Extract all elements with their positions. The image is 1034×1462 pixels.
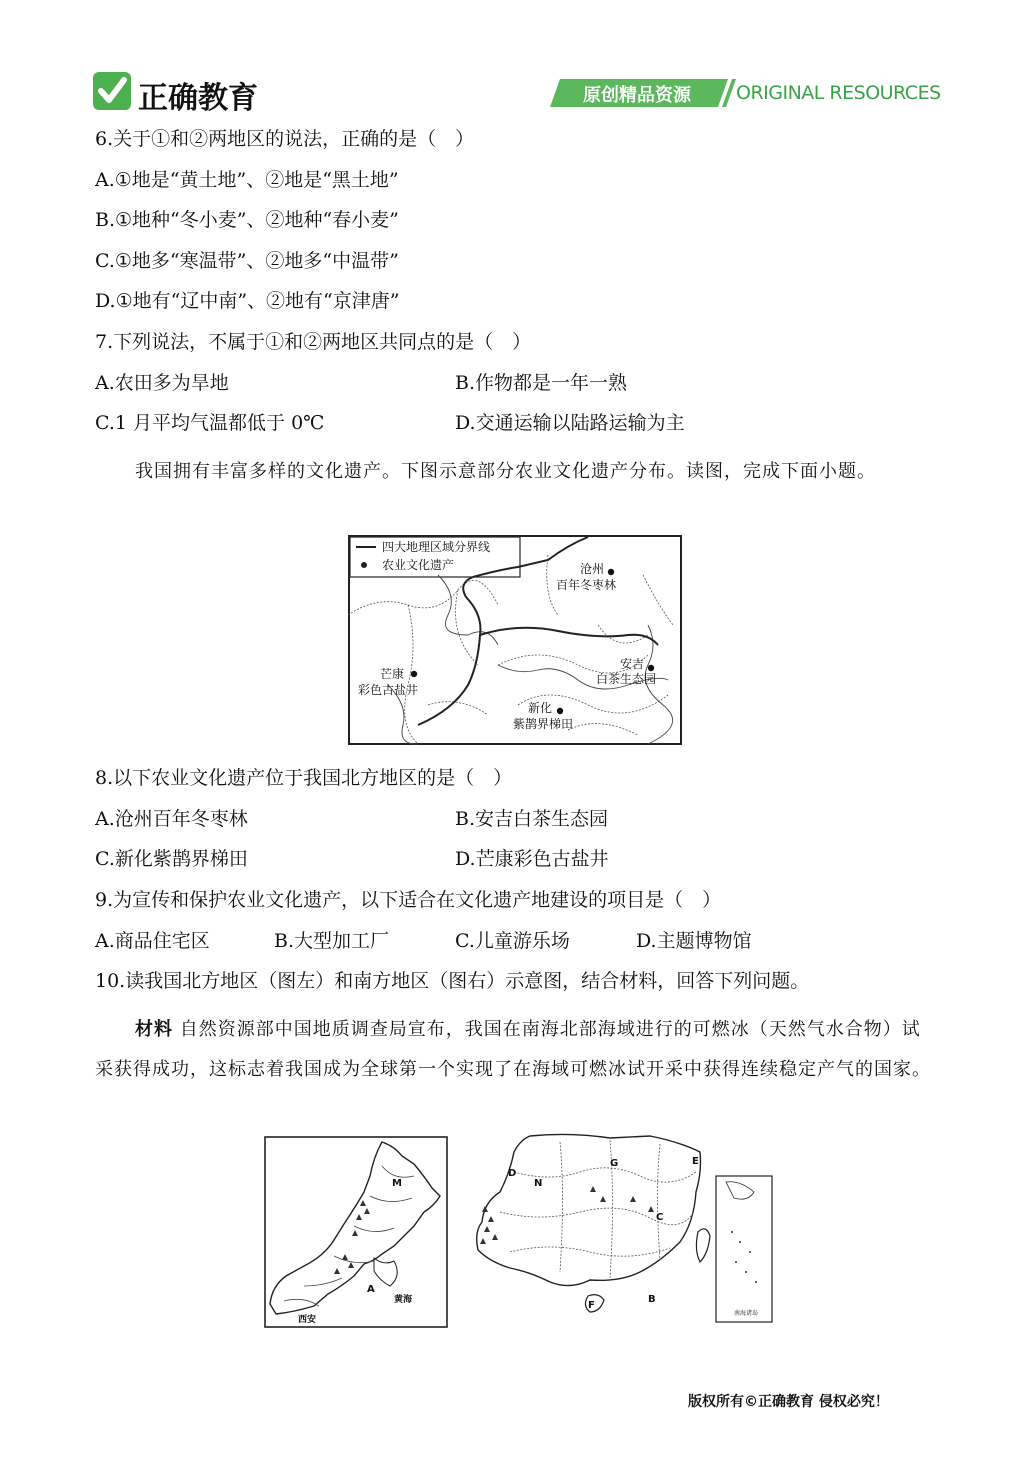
north-label-sea: 黄海 xyxy=(394,1295,413,1305)
north-label-city: 西安 xyxy=(298,1315,317,1325)
intro-paragraph: 我国拥有丰富多样的文化遗产。下图示意部分农业文化遗产分布。读图，完成下面小题。 xyxy=(135,461,876,482)
south-label-c: C xyxy=(656,1212,664,1223)
q9-option-c: C.儿童游乐场 xyxy=(455,930,570,952)
site-label: 紫鹊界梯田 xyxy=(513,717,574,731)
check-logo-icon xyxy=(93,72,131,110)
south-label-d: D xyxy=(508,1168,517,1179)
q9-stem: 9.为宣传和保护农业文化遗产，以下适合在文化遗产地建设的项目是（ ） xyxy=(95,889,722,911)
q8-option-b: B.安吉白茶生态园 xyxy=(455,808,609,830)
north-label-a: A xyxy=(367,1284,375,1295)
q9-option-d: D.主题博物馆 xyxy=(636,930,752,952)
banner-cn: 原创精品资源 xyxy=(583,85,691,106)
site-label: 新化 xyxy=(528,701,553,715)
q7-stem: 7.下列说法，不属于①和②两地区共同点的是（ ） xyxy=(95,331,532,353)
q9-option-a: A.商品住宅区 xyxy=(95,930,210,952)
q6-stem: 6.关于①和②两地区的说法，正确的是（ ） xyxy=(95,128,475,150)
heritage-map xyxy=(348,535,682,745)
material-label: 材料 xyxy=(135,1019,173,1040)
q7-option-c: C.1 月平均气温都低于 0℃ xyxy=(95,412,325,434)
q8-option-c: C.新化紫鹊界梯田 xyxy=(95,848,248,870)
q6-option-a: A.①地是“黄土地”、②地是“黑土地” xyxy=(95,169,399,191)
legend-line-label: 四大地理区域分界线 xyxy=(382,540,491,554)
south-label-b: B xyxy=(648,1294,656,1305)
north-label-m: M xyxy=(392,1178,402,1189)
south-label-f: F xyxy=(588,1300,595,1311)
north-map xyxy=(264,1136,448,1328)
q8-option-d: D.芒康彩色古盐井 xyxy=(455,848,609,870)
legend-dot-label: 农业文化遗产 xyxy=(382,558,455,572)
site-label: 沧州 xyxy=(580,562,605,576)
logo-text: 正确教育 xyxy=(138,81,258,116)
south-map xyxy=(470,1132,775,1332)
q7-option-b: B.作物都是一年一熟 xyxy=(455,372,628,394)
site-label: 百年冬枣林 xyxy=(556,578,617,592)
material-text: 自然资源部中国地质调查局宣布，我国在南海北部海域进行的可燃冰（天然气水合物）试采获得成功，这标志着我国成为全球第一个实现了在海域可燃冰试开采中获得连续稳定产气的国家。 xyxy=(95,1019,931,1080)
q10-stem: 10.读我国北方地区（图左）和南方地区（图右）示意图，结合材料，回答下列问题。 xyxy=(95,970,810,992)
site-label: 安吉 xyxy=(620,657,645,671)
inset-caption: 南海诸岛 xyxy=(734,1310,759,1317)
q6-option-d: D.①地有“辽中南”、②地有“京津唐” xyxy=(95,290,400,312)
q9-option-b: B.大型加工厂 xyxy=(274,930,390,952)
q8-stem: 8.以下农业文化遗产位于我国北方地区的是（ ） xyxy=(95,767,513,789)
site-label: 芒康 xyxy=(380,667,405,681)
q6-option-b: B.①地种“冬小麦”、②地种“春小麦” xyxy=(95,209,399,231)
banner-en: ORIGINAL RESOURCES xyxy=(736,82,941,104)
q7-option-a: A.农田多为旱地 xyxy=(95,372,229,394)
site-label: 彩色古盐井 xyxy=(358,683,419,697)
footer-copyright: 版权所有©正确教育 侵权必究！ xyxy=(688,1394,889,1410)
header xyxy=(0,0,1034,120)
q8-option-a: A.沧州百年冬枣林 xyxy=(95,808,248,830)
south-label-g: G xyxy=(610,1158,619,1169)
south-label-e: E xyxy=(692,1156,699,1167)
site-label: 白茶生态园 xyxy=(596,672,657,686)
q6-option-c: C.①地多“寒温带”、②地多“中温带” xyxy=(95,250,399,272)
material-paragraph xyxy=(95,1010,935,1090)
south-label-n: N xyxy=(534,1178,543,1189)
q7-option-d: D.交通运输以陆路运输为主 xyxy=(455,412,685,434)
